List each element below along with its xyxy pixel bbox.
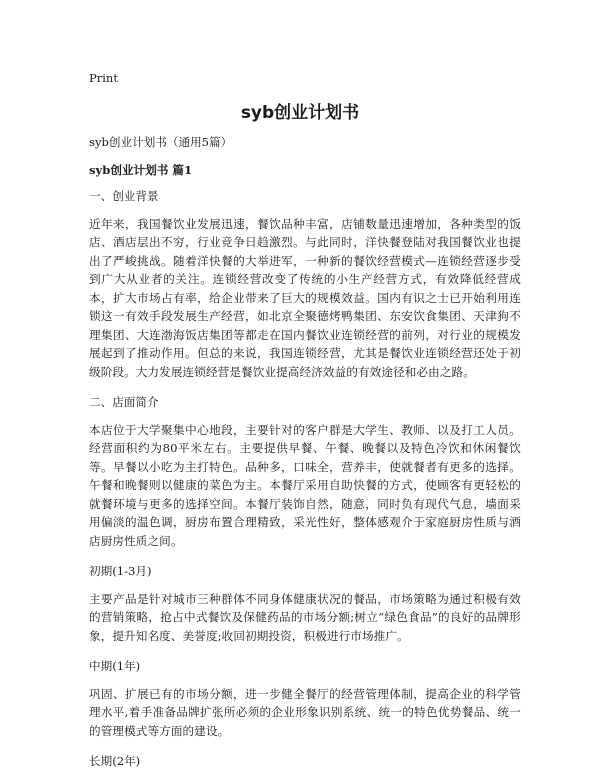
heading-background: 一、创业背景 <box>89 189 159 203</box>
heading-long-stage: 长期(2年) <box>89 754 141 768</box>
heading-early-stage: 初期(1-3月) <box>89 564 152 578</box>
paragraph-store-intro: 本店位于大学聚集中心地段，主要针对的客户群是大学生、教师、以及打工人员。经营面积约为80平米左右。主要提供早餐、午餐、晚餐以及特色冷饮和休闲餐饮等。早餐以小吃为主打特色。品种多，口味全，营养丰，使就餐者有更多的选择。午餐和晚餐则以健康的菜色为主。本餐厅采用自助快餐的方式，使顾客有更轻松的就餐环境与更多的选择空间。本餐厅装饰自然，随意，同时负有现代气息，墙面采用偏淡的温色调，厨房布置合理精致，采光性好，整体感观介于家庭厨房性质与酒店厨房性质之间。 <box>89 422 521 548</box>
section-title: syb创业计划书 篇1 <box>89 162 193 177</box>
paragraph-mid-stage: 巩固、扩展已有的市场分额，进一步健全餐厅的经营管理体制，提高企业的科学管理水平,着手准备品牌扩张所必须的企业形象识别系统、统一的特色优势餐品、统一的管理模式等方面的建设。 <box>89 686 521 738</box>
document-body <box>89 133 521 780</box>
print-link[interactable]: Print <box>89 71 118 85</box>
document-subtitle: syb创业计划书（通用5篇） <box>89 135 233 149</box>
heading-store-intro: 二、店面简介 <box>89 395 159 409</box>
paragraph-background: 近年来，我国餐饮业发展迅速，餐饮品种丰富，店铺数量迅速增加，各种类型的饭店、酒店层出不穷，行业竞争日趋激烈。与此同时，洋快餐登陆对我国餐饮业也提出了严峻挑战。随着洋快餐的大举进军，一种新的餐饮经营模式—连锁经营逐步受到广大从业者的关注。连锁经营改变了传统的小生产经营方式，有效降低经营成本，扩大市场占有率，给企业带来了巨大的规模效益。国内有识之士已开始利用连锁这一有效手段发展生产经营，如北京全聚德烤鸭集团、东安饮食集团、天津狗不理集团、大连渤海饭店集团等都走在国内餐饮业连锁经营的前列，对行业的规模发展起到了推动作用。但总的来说，我国连锁经营，尤其是餐饮业连锁经营还处于初级阶段。大力发展连锁经营是餐饮业提高经济效益的有效途径和必由之路。 <box>89 216 521 379</box>
heading-mid-stage: 中期(1年) <box>89 659 141 673</box>
document-title: syb创业计划书 <box>240 103 360 123</box>
paragraph-early-stage: 主要产品是针对城市三种群体不同身体健康状况的餐品，市场策略为通过积极有效的营销策略，抢占中式餐饮及保健药品的市场分额;树立“绿色食品”的良好的品牌形象，提升知名度、美誉度;收回初期投资，积极进行市场推广。 <box>89 591 521 643</box>
